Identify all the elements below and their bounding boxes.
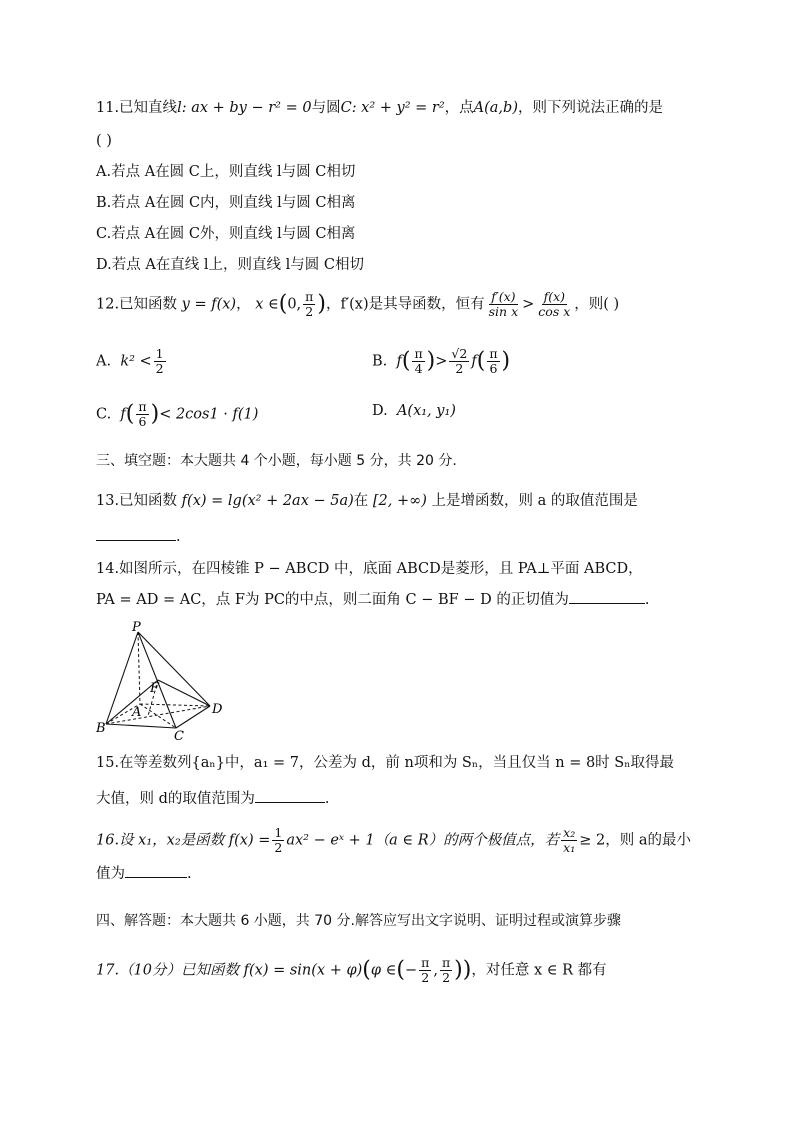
q16-line1 [96, 826, 734, 855]
q12-opt-b-label: B. [372, 353, 388, 370]
q16-half-num: 1 [274, 825, 283, 840]
section-4-header: 四、解答题：本大题共 6 小题，共 70 分.解答应写出文字说明、证明过程或演算步骤 [96, 913, 621, 929]
q14-line2-text: PA = AD = AC，点 F为 PC的中点，则二面角 C − BF − D 的正切值为 [96, 592, 569, 608]
q12-right-frac [536, 290, 572, 319]
q17-neg: − [404, 962, 418, 979]
q14-line1: 14.如图所示，在四棱锥 P − ABCD 中，底面 ABCD是菱形，且 PA⊥平面 ABCD， [96, 561, 643, 577]
q12-pre: 12.已知函数 [96, 296, 178, 313]
q17-frac2 [440, 956, 452, 985]
q12-opt-b-d1: 4 [414, 361, 423, 376]
q12-gt: > [522, 296, 535, 313]
q13-answer-line [96, 526, 734, 548]
q11-option-d: D.若点 A在直线 l上，则直线 l与圆 C相切 [96, 257, 364, 273]
q12-right-num: f(x) [543, 289, 565, 304]
q12-opt-b-frac3 [487, 347, 499, 376]
q12-opt-b-pc2: ) [501, 348, 511, 374]
q13-post: 上是增函数，则 a 的取值范围是 [431, 493, 638, 509]
q16-ratio [561, 826, 577, 855]
q11-line-var: l [177, 100, 182, 116]
edge-AD [140, 704, 210, 706]
q17-pre: 17.（10分）已知函数 f(x) = sin(x + φ) [96, 962, 363, 979]
q12-stem [96, 290, 734, 319]
label-P: P [132, 620, 141, 635]
q17-den1: 2 [421, 970, 430, 985]
q16-x1: x₁ [563, 840, 576, 855]
q16-mid: ax² − eˣ + 1（a ∈ R）的两个极值点，若 [286, 832, 560, 849]
q12-domain-label: x ∈ [255, 296, 279, 313]
q16-post: ≥ 2，则 a的最小 [579, 832, 691, 849]
q12-opt-c-label: C. [96, 406, 112, 423]
q12-paren-close: ) [317, 291, 326, 317]
q12-opt-d-label: D. [372, 403, 388, 419]
q11-line-eq: : ax + by − r² = 0 [181, 100, 312, 116]
q12-opt-c-d: 6 [138, 414, 147, 429]
q16-pre: 16.设 x₁，x₂是函数 f(x) = [96, 832, 271, 849]
label-F: F [150, 681, 160, 696]
q12-opt-c-n: π [138, 399, 147, 414]
q13-mid: 在 [353, 493, 369, 509]
q16-line2 [96, 863, 734, 885]
q14-line2 [96, 589, 734, 611]
q17-pi1: π [421, 955, 430, 970]
edge-AC [140, 704, 176, 728]
q12-opt-c-frac [136, 400, 148, 429]
q12-left-frac [487, 290, 521, 319]
q15-line2-text: 大值，则 d的取值范围为 [96, 791, 255, 807]
label-D: D [212, 702, 223, 717]
q12-left-den: sin x [488, 304, 519, 319]
edge-PA [138, 632, 140, 704]
q15-line2 [96, 788, 734, 810]
q17-phi: φ ∈ [370, 962, 397, 979]
q11-option-a: A.若点 A在圆 C上，则直线 l与圆 C相切 [96, 164, 356, 180]
q16-line2-text: 值为 [96, 866, 125, 882]
q12-opt-c-rest: < 2cos1 · f(1) [159, 406, 259, 423]
q17-pi2: π [441, 955, 451, 970]
q13-expr: f(x) = lg(x² + 2ax − 5a) [181, 493, 354, 509]
label-C: C [174, 729, 184, 740]
section-3-header: 三、填空题：本大题共 4 个小题，每小题 5 分，共 20 分. [96, 453, 457, 469]
q17-pc: ) [462, 957, 472, 983]
edge-PC [138, 632, 176, 728]
q12-opt-b-frac1 [412, 347, 424, 376]
q12-opt-b-f2: f [471, 353, 477, 370]
q12-opt-a-label: A. [96, 353, 112, 370]
q12-option-d [372, 400, 456, 422]
q12-opt-b-po2: ( [476, 348, 486, 374]
q12-opt-c-pc: ) [150, 401, 160, 427]
q17-stem [96, 956, 734, 985]
q12-opt-a-expr: k² < [120, 353, 152, 370]
q11-text-a: 11.已知直线 [96, 100, 178, 116]
q14-blank[interactable] [569, 589, 645, 604]
q12-opt-a-num: 1 [155, 346, 164, 361]
q12-opt-a-den: 2 [155, 361, 164, 376]
pyramid-figure [94, 620, 234, 740]
q17-post: ，对任意 x ∈ R 都有 [471, 962, 607, 979]
q11-point: A(a,b) [473, 100, 518, 116]
q12-option-b [372, 347, 510, 376]
q12-option-a [96, 347, 168, 376]
q12-opt-b-n3: π [489, 346, 498, 361]
q13-pre: 13.已知函数 [96, 493, 178, 509]
q16-period: . [187, 866, 192, 882]
q15-period: . [324, 791, 330, 807]
q12-opt-b-frac2 [449, 347, 469, 376]
q12-opt-d-expr: A(x₁, y₁) [396, 403, 456, 419]
q13-period: . [176, 529, 181, 545]
q12-opt-b-gt: > [435, 353, 448, 370]
q12-domain-frac [303, 290, 315, 319]
q12-paren-open: ( [278, 291, 288, 317]
q12-right-den: cos x [538, 304, 571, 319]
q16-x2: x₂ [563, 825, 576, 840]
q12-pi: π [305, 289, 314, 304]
q12-opt-a-frac [154, 347, 166, 376]
q17-comma: , [433, 962, 438, 979]
q16-half-den: 2 [274, 840, 283, 855]
q17-den2: 2 [442, 970, 451, 985]
q13-stem [96, 490, 734, 512]
q17-pc2: ) [454, 957, 463, 983]
q12-opt-c-f: f [120, 406, 126, 423]
q12-domain-start: 0, [287, 296, 302, 313]
q12-opt-b-f: f [396, 353, 402, 370]
q16-blank[interactable] [125, 863, 187, 878]
q11-option-b: B.若点 A在圆 C内，则直线 l与圆 C相离 [96, 195, 356, 211]
q12-opt-b-d3: 6 [489, 361, 498, 376]
q17-po2: ( [396, 957, 405, 983]
q12-function: y = f(x) [181, 296, 237, 313]
q17-po: ( [362, 957, 371, 983]
q11-text-b: 与圆 [311, 100, 341, 116]
q12-opt-b-n2: √2 [451, 346, 468, 361]
q11-answer-paren: ( ) [96, 133, 112, 149]
q17-frac1 [419, 956, 431, 985]
q12-two: 2 [305, 304, 314, 319]
q12-opt-b-n1: π [414, 346, 423, 361]
q11-circle-eq: : x² + y² = r² [351, 100, 445, 116]
edge-BC [106, 724, 176, 728]
q14-period: . [644, 592, 650, 608]
q13-blank[interactable] [96, 526, 176, 541]
q12-deriv-text: ，f′(x)是其导函数，恒有 [325, 296, 485, 313]
q12-opt-b-po: ( [401, 348, 411, 374]
q11-stem [96, 97, 734, 119]
q15-blank[interactable] [255, 788, 325, 803]
q13-interval: [2, +∞) [372, 493, 427, 509]
q16-half [272, 826, 284, 855]
q11-text-c: ，点 [444, 100, 474, 116]
q12-comma: ， [236, 296, 251, 313]
label-A: A [132, 705, 142, 720]
q12-post: ，则( ) [574, 296, 620, 313]
edge-PD [138, 632, 210, 706]
q12-left-num: f′(x) [491, 289, 516, 304]
q12-opt-c-po: ( [125, 401, 135, 427]
q12-opt-b-pc: ) [426, 348, 436, 374]
q11-circle-var: C [340, 100, 352, 116]
q11-option-c: C.若点 A在圆 C外，则直线 l与圆 C相离 [96, 226, 356, 242]
q15-line1: 15.在等差数列{aₙ}中，a₁ = 7，公差为 d，前 n项和为 Sₙ，当且仅当 n = 8时 Sₙ取得最 [96, 755, 674, 771]
q12-option-c [96, 400, 258, 429]
q12-opt-b-d2: 2 [455, 361, 464, 376]
q11-text-d: ，则下列说法正确的是 [517, 100, 663, 116]
label-B: B [96, 721, 106, 736]
